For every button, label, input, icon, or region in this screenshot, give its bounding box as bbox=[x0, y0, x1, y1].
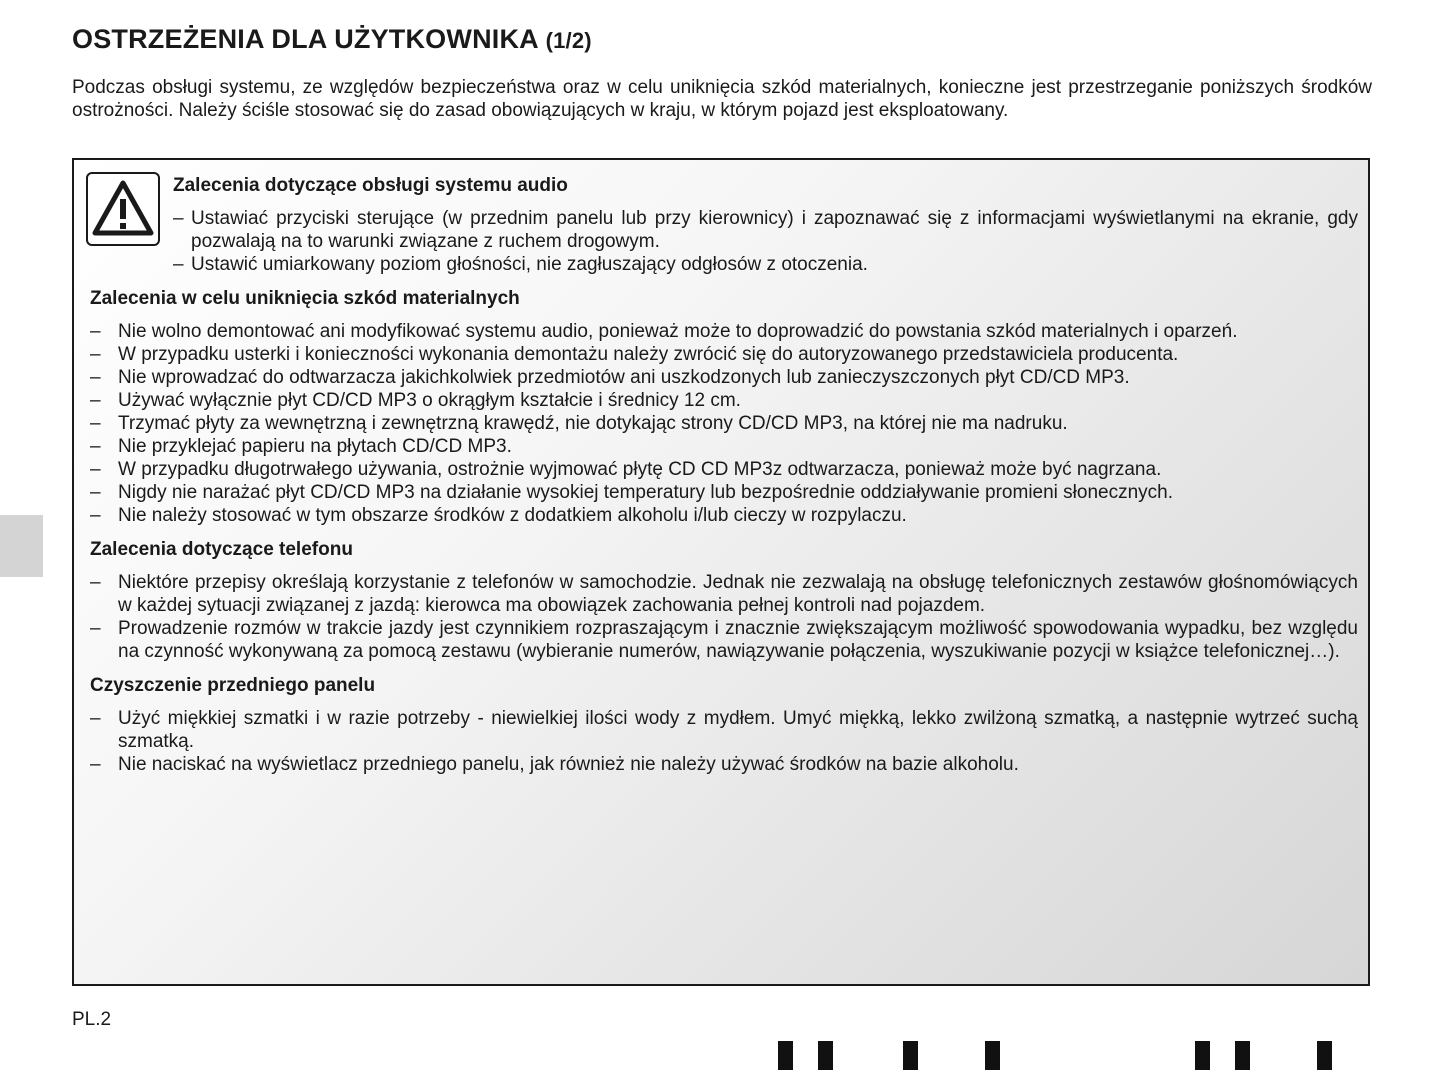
print-registration-bar bbox=[1317, 1041, 1332, 1070]
list-item: – Ustawiać przyciski sterujące (w przednim panelu lub przy kierownicy) i zapoznawać się z informacjami wyświetlanymi na ekranie, gdy pozwalają na to warunki związane z ruchem drogowym. bbox=[173, 207, 1358, 253]
bullet-list bbox=[90, 571, 1358, 663]
list-item: – Nie wolno demontować ani modyfikować systemu audio, ponieważ może to doprowadzić do powstania szkód materialnych i oparzeń. bbox=[90, 320, 1358, 343]
print-registration-bar bbox=[1235, 1041, 1250, 1070]
bullet-list bbox=[90, 707, 1358, 776]
list-item: – Używać wyłącznie płyt CD/CD MP3 o okrągłym kształcie i średnicy 12 cm. bbox=[90, 389, 1358, 412]
list-item: – Użyć miękkiej szmatki i w razie potrzeby - niewielkiej ilości wody z mydłem. Umyć miękką, lekko zwilżoną szmatką, a następnie wytrzeć suchą szmatką. bbox=[90, 707, 1358, 753]
list-item: – Nie należy stosować w tym obszarze środków z dodatkiem alkoholu i/lub cieczy w rozpylaczu. bbox=[90, 504, 1358, 527]
page-number: PL.2 bbox=[72, 1009, 112, 1030]
section-phone bbox=[90, 538, 1358, 663]
list-item: – W przypadku długotrwałego używania, ostrożnie wyjmować płytę CD CD MP3z odtwarzacza, ponieważ może być nagrzana. bbox=[90, 458, 1358, 481]
page-title bbox=[72, 24, 592, 55]
page-title-suffix: (1/2) bbox=[545, 28, 592, 53]
bullet-list bbox=[90, 320, 1358, 527]
section-heading: Czyszczenie przedniego panelu bbox=[90, 675, 376, 696]
print-registration-bar bbox=[903, 1041, 918, 1070]
warning-box bbox=[72, 158, 1370, 986]
side-tab-marker bbox=[0, 515, 43, 577]
print-registration-bar bbox=[818, 1041, 833, 1070]
section-audio bbox=[173, 174, 1358, 276]
print-registration-bar bbox=[985, 1041, 1000, 1070]
section-heading: Zalecenia dotyczące obsługi systemu audio bbox=[173, 175, 568, 196]
section-heading: Zalecenia w celu uniknięcia szkód materialnych bbox=[90, 288, 520, 309]
list-item: – Niektóre przepisy określają korzystanie z telefonów w samochodzie. Jednak nie zezwalają na obsługę telefonicznych zestawów głośnomówiących w każdej sytuacji związanej z jazdą: kierowca ma obowiązek zachowania pełnej kontroli nad pojazdem. bbox=[90, 571, 1358, 617]
list-item: – W przypadku usterki i konieczności wykonania demontażu należy zwrócić się do autoryzowanego przedstawiciela producenta. bbox=[90, 343, 1358, 366]
list-item: – Ustawić umiarkowany poziom głośności, nie zagłuszający odgłosów z otoczenia. bbox=[173, 253, 1358, 276]
section-cleaning bbox=[90, 674, 1358, 776]
list-item: – Prowadzenie rozmów w trakcie jazdy jest czynnikiem rozpraszającym i znacznie zwiększającym możliwość spowodowania wypadku, bez względu na czynność wykonywaną za pomocą zestawu (wybieranie numerów, nawiązywanie połączenia, wyszukiwanie pozycji w książce telefonicznej…). bbox=[90, 617, 1358, 663]
list-item: – Nigdy nie narażać płyt CD/CD MP3 na działanie wysokiej temperatury lub bezpośrednie oddziaływanie promieni słonecznych. bbox=[90, 481, 1358, 504]
intro-paragraph: Podczas obsługi systemu, ze względów bezpieczeństwa oraz w celu uniknięcia szkód materialnych, konieczne jest przestrzeganie poniższych środków ostrożności. Należy ściśle stosować się do zasad obowiązujących w kraju, w którym pojazd jest eksploatowany. bbox=[72, 77, 1372, 121]
list-item: – Trzymać płyty za wewnętrzną i zewnętrzną krawędź, nie dotykając strony CD/CD MP3, na której nie ma nadruku. bbox=[90, 412, 1358, 435]
print-registration-bar bbox=[778, 1041, 793, 1070]
bullet-list bbox=[173, 207, 1358, 276]
list-item: – Nie wprowadzać do odtwarzacza jakichkolwiek przedmiotów ani uszkodzonych lub zanieczyszczonych płyt CD/CD MP3. bbox=[90, 366, 1358, 389]
section-heading: Zalecenia dotyczące telefonu bbox=[90, 539, 353, 560]
list-item: – Nie naciskać na wyświetlacz przedniego panelu, jak również nie należy używać środków na bazie alkoholu. bbox=[90, 753, 1358, 776]
section-material-damage bbox=[90, 287, 1358, 527]
page-title-text: OSTRZEŻENIA DLA UŻYTKOWNIKA bbox=[72, 24, 538, 54]
print-registration-bar bbox=[1195, 1041, 1210, 1070]
list-item: – Nie przyklejać papieru na płytach CD/CD MP3. bbox=[90, 435, 1358, 458]
warning-box-content bbox=[90, 174, 1358, 776]
